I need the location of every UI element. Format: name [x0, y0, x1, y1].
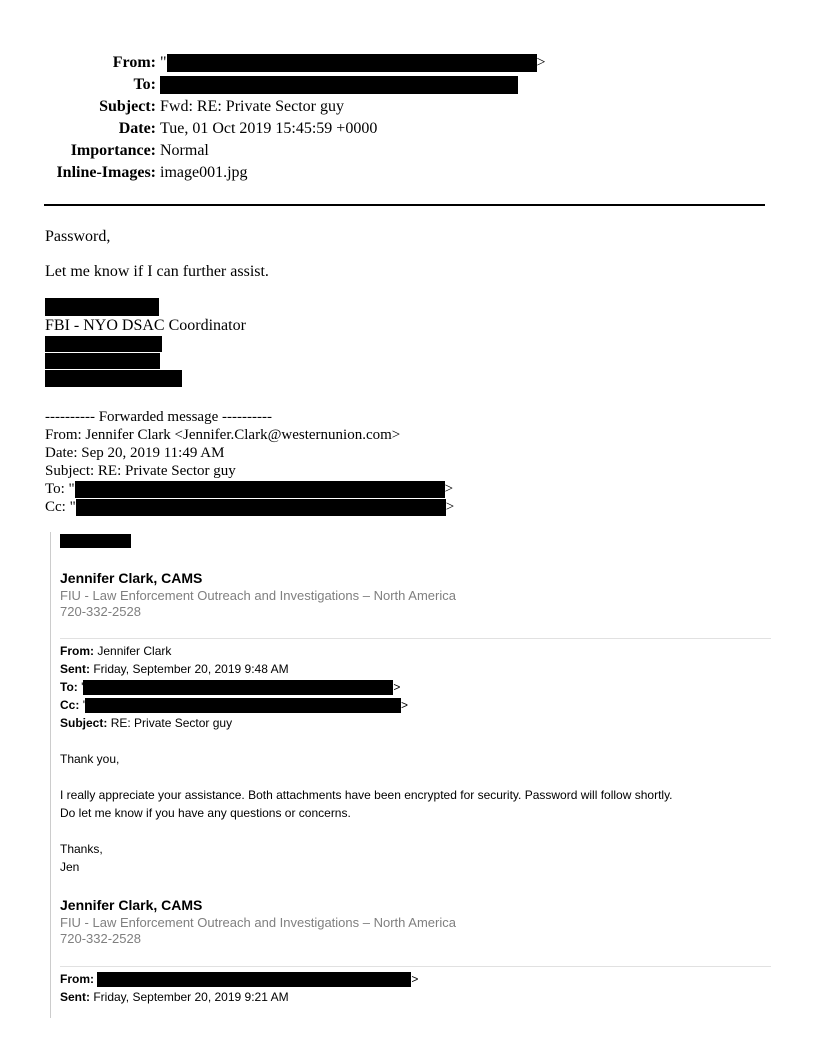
forwarded-header: [45, 408, 454, 516]
redaction-block: [83, 680, 393, 695]
forwarded-from: From: Jennifer Clark <Jennifer.Clark@westernunion.com>: [45, 427, 401, 443]
forwarded-cc-prefix: Cc: ": [45, 499, 76, 515]
header-subject-label: Subject:: [99, 98, 156, 115]
forwarded-to-suffix: >: [444, 481, 454, 497]
quoted-from: From: Jennifer Clark: [60, 644, 172, 658]
header-date-row: [0, 118, 816, 140]
quoted-paragraph: I really appreciate your assistance. Both attachments have been encrypted for security. Password will follow shortly.: [60, 788, 673, 802]
quoted-closing-name: Jen: [60, 860, 80, 874]
forwarded-to: [45, 480, 454, 498]
quoted-paragraph: Do let me know if you have any questions or concerns.: [60, 806, 351, 820]
forwarded-cc-suffix: >: [445, 499, 455, 515]
body-line: Let me know if I can further assist.: [45, 263, 269, 280]
quoted-to: To: ' >: [60, 680, 401, 694]
redaction-block: [45, 353, 160, 369]
header-from-label: From:: [112, 54, 156, 71]
signature-department: FIU - Law Enforcement Outreach and Investigations – North America: [60, 588, 456, 603]
quoted-sent: Sent: Friday, September 20, 2019 9:21 AM: [60, 990, 289, 1004]
header-importance-label: Importance:: [70, 142, 156, 159]
forwarded-cc: [45, 498, 454, 516]
header-to-row: [0, 74, 816, 96]
header-date: Tue, 01 Oct 2019 15:45:59 +0000: [160, 120, 378, 137]
redaction-block: [45, 370, 182, 387]
quoted-from: From: >: [60, 972, 419, 986]
header-subject: Fwd: RE: Private Sector guy: [160, 98, 344, 115]
redaction-block: [76, 499, 446, 516]
header-date-label: Date:: [118, 120, 156, 137]
header-from-suffix: >: [536, 54, 546, 71]
forwarded-separator: ---------- Forwarded message ----------: [45, 409, 272, 425]
quoted-cc: Cc: ' >: [60, 698, 408, 712]
message-divider: [60, 966, 771, 967]
body-greeting: Password,: [45, 228, 111, 245]
header-inline-images-label: Inline-Images:: [56, 164, 156, 181]
header-inline-images: image001.jpg: [160, 164, 248, 181]
email-header: [0, 52, 816, 184]
redaction-block: [75, 481, 445, 498]
header-from-prefix: ": [160, 54, 167, 71]
quoted-thread: [50, 532, 772, 1018]
quoted-thanks: Thank you,: [60, 752, 120, 766]
signature-department: FIU - Law Enforcement Outreach and Investigations – North America: [60, 915, 456, 930]
header-inline-images-row: [0, 162, 816, 184]
message-divider: [60, 638, 771, 639]
redaction-block: [85, 698, 401, 713]
signature-title: FBI - NYO DSAC Coordinator: [45, 317, 246, 334]
redaction-block: [45, 336, 162, 352]
signature-phone: 720-332-2528: [60, 604, 141, 619]
signature-name: Jennifer Clark, CAMS: [60, 897, 203, 913]
quoted-sent: Sent: Friday, September 20, 2019 9:48 AM: [60, 662, 289, 676]
quoted-subject: Subject: RE: Private Sector guy: [60, 716, 233, 730]
redaction-block: [167, 54, 537, 72]
redaction-block: [45, 298, 159, 316]
signature-phone: 720-332-2528: [60, 931, 141, 946]
header-importance-row: [0, 140, 816, 162]
forwarded-date: Date: Sep 20, 2019 11:49 AM: [45, 445, 225, 461]
header-importance: Normal: [160, 142, 209, 159]
redaction-block: [60, 534, 131, 548]
header-from-row: [0, 52, 816, 74]
redaction-block: [160, 76, 518, 94]
signature-name: Jennifer Clark, CAMS: [60, 570, 203, 586]
forwarded-subject: Subject: RE: Private Sector guy: [45, 463, 236, 479]
quoted-closing: Thanks,: [60, 842, 103, 856]
forwarded-to-prefix: To: ": [45, 481, 75, 497]
header-divider: [44, 204, 765, 206]
redaction-block: [97, 972, 411, 987]
header-subject-row: [0, 96, 816, 118]
header-to-label: To:: [133, 76, 156, 93]
